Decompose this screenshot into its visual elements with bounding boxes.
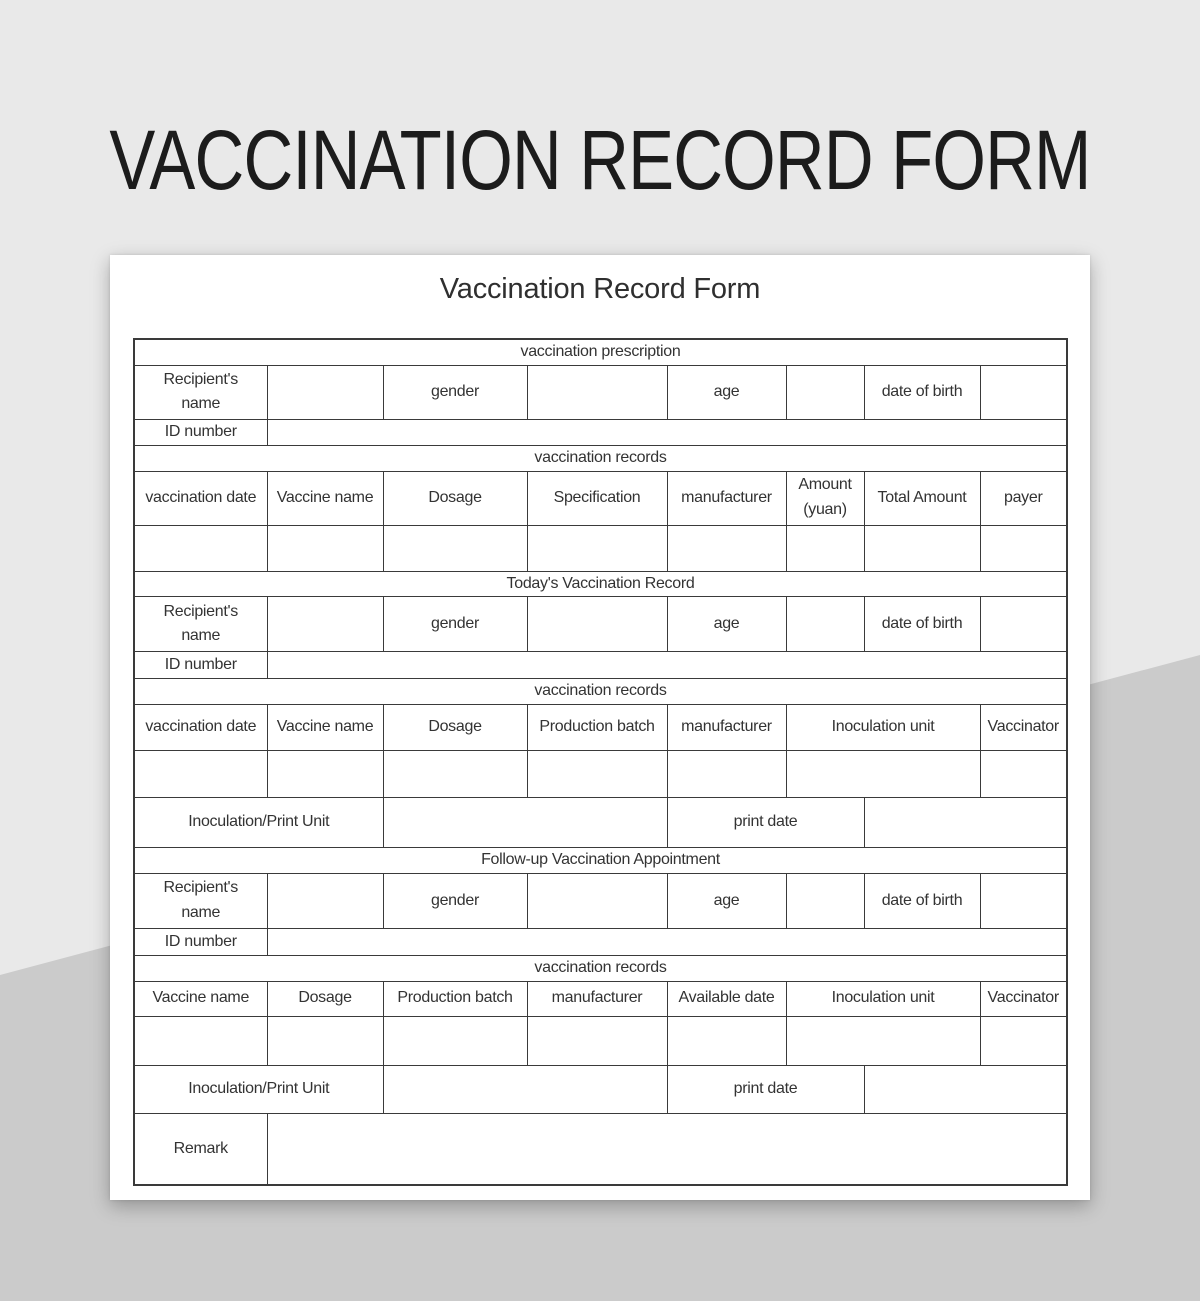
section-header-today: Today's Vaccination Record [134,571,1067,597]
table-row [134,1016,1067,1065]
input-prescription-record-specification[interactable] [527,525,667,571]
label-id-number: ID number [134,652,267,679]
input-today-record-inoculation-unit[interactable] [786,751,980,798]
input-today-recipient-name[interactable] [267,597,383,652]
input-today-record-production-batch[interactable] [527,751,667,798]
table-row [134,751,1067,798]
table-row [134,1065,1067,1113]
label-recipient-name-text: Recipient's name [163,602,238,645]
column-header-payer: payer [980,471,1067,525]
table-row [134,955,1067,981]
table-row [134,419,1067,445]
input-followup-recipient-name[interactable] [267,873,383,928]
column-header-vaccine-name: Vaccine name [267,705,383,751]
column-header-vaccine-name: Vaccine name [134,981,267,1016]
label-age: age [667,365,786,419]
column-header-manufacturer: manufacturer [667,705,786,751]
label-date-of-birth: date of birth [864,597,980,652]
section-header-today-records: vaccination records [134,679,1067,705]
label-id-number: ID number [134,419,267,445]
input-prescription-gender[interactable] [527,365,667,419]
input-today-date-of-birth[interactable] [980,597,1067,652]
table-row [134,471,1067,525]
input-prescription-record-vaccine-name[interactable] [267,525,383,571]
label-print-date: print date [667,1065,864,1113]
input-today-record-manufacturer[interactable] [667,751,786,798]
table-row [134,597,1067,652]
input-followup-record-available-date[interactable] [667,1016,786,1065]
label-inoculation-print-unit: Inoculation/Print Unit [134,798,383,848]
input-followup-record-vaccine-name[interactable] [134,1016,267,1065]
column-header-manufacturer: manufacturer [527,981,667,1016]
label-id-number: ID number [134,928,267,955]
column-header-total-amount: Total Amount [864,471,980,525]
input-prescription-age[interactable] [786,365,864,419]
input-today-age[interactable] [786,597,864,652]
input-followup-age[interactable] [786,873,864,928]
label-gender: gender [383,365,527,419]
column-header-specification: Specification [527,471,667,525]
input-prescription-record-amount[interactable] [786,525,864,571]
form-table [133,338,1068,1186]
input-today-inoculation-print-unit[interactable] [383,798,667,848]
input-followup-inoculation-print-unit[interactable] [383,1065,667,1113]
table-row [134,928,1067,955]
input-prescription-record-total-amount[interactable] [864,525,980,571]
input-followup-record-dosage[interactable] [267,1016,383,1065]
input-today-id-number[interactable] [267,652,1067,679]
column-header-amount-yuan: Amount (yuan) [786,471,864,525]
form-title: Vaccination Record Form [439,273,761,305]
column-header-vaccination-date: vaccination date [134,471,267,525]
table-row [134,679,1067,705]
input-followup-date-of-birth[interactable] [980,873,1067,928]
input-followup-record-inoculation-unit[interactable] [786,1016,980,1065]
label-date-of-birth: date of birth [864,873,980,928]
input-today-record-vaccinator[interactable] [980,751,1067,798]
column-header-dosage: Dosage [383,471,527,525]
table-row [134,848,1067,874]
table-row [134,365,1067,419]
input-followup-record-manufacturer[interactable] [527,1016,667,1065]
label-recipient-name [134,365,267,419]
column-header-manufacturer: manufacturer [667,471,786,525]
label-gender: gender [383,873,527,928]
input-followup-print-date[interactable] [864,1065,1067,1113]
label-gender: gender [383,597,527,652]
input-followup-record-vaccinator[interactable] [980,1016,1067,1065]
input-prescription-date-of-birth[interactable] [980,365,1067,419]
input-followup-record-production-batch[interactable] [383,1016,527,1065]
section-header-followup: Follow-up Vaccination Appointment [134,848,1067,874]
table-row [134,525,1067,571]
input-remark[interactable] [267,1113,1067,1185]
table-row [134,652,1067,679]
column-header-inoculation-unit: Inoculation unit [786,981,980,1016]
input-prescription-record-vaccination-date[interactable] [134,525,267,571]
table-row [134,873,1067,928]
input-today-record-vaccine-name[interactable] [267,751,383,798]
table-row [134,1113,1067,1185]
input-today-record-vaccination-date[interactable] [134,751,267,798]
table-row [134,705,1067,751]
input-followup-id-number[interactable] [267,928,1067,955]
column-header-production-batch: Production batch [527,705,667,751]
section-header-followup-records: vaccination records [134,955,1067,981]
input-followup-gender[interactable] [527,873,667,928]
form-card [110,255,1090,1200]
input-prescription-record-payer[interactable] [980,525,1067,571]
label-recipient-name-text: Recipient's name [163,879,238,921]
column-header-vaccine-name: Vaccine name [267,471,383,525]
column-header-inoculation-unit: Inoculation unit [786,705,980,751]
label-recipient-name [134,597,267,652]
label-print-date: print date [667,798,864,848]
label-recipient-name [134,873,267,928]
input-today-record-dosage[interactable] [383,751,527,798]
label-age: age [667,873,786,928]
section-header-prescription-records: vaccination records [134,445,1067,471]
label-age: age [667,597,786,652]
input-prescription-record-dosage[interactable] [383,525,527,571]
input-today-gender[interactable] [527,597,667,652]
label-remark: Remark [134,1113,267,1185]
table-row [134,445,1067,471]
table-row [134,798,1067,848]
label-recipient-name-text: Recipient's name [163,370,238,413]
input-prescription-record-manufacturer[interactable] [667,525,786,571]
table-row [134,571,1067,597]
column-header-vaccinator: Vaccinator [980,981,1067,1016]
table-row [134,339,1067,365]
section-header-prescription: vaccination prescription [134,339,1067,365]
column-header-available-date: Available date [667,981,786,1016]
column-header-vaccinator: Vaccinator [980,705,1067,751]
column-header-vaccination-date: vaccination date [134,705,267,751]
table-row [134,981,1067,1016]
label-inoculation-print-unit: Inoculation/Print Unit [134,1065,383,1113]
label-date-of-birth: date of birth [864,365,980,419]
column-header-dosage: Dosage [267,981,383,1016]
page-title: VACCINATION RECORD FORM [109,113,1091,207]
column-header-dosage: Dosage [383,705,527,751]
input-prescription-id-number[interactable] [267,419,1067,445]
column-header-production-batch: Production batch [383,981,527,1016]
input-today-print-date[interactable] [864,798,1067,848]
input-prescription-recipient-name[interactable] [267,365,383,419]
